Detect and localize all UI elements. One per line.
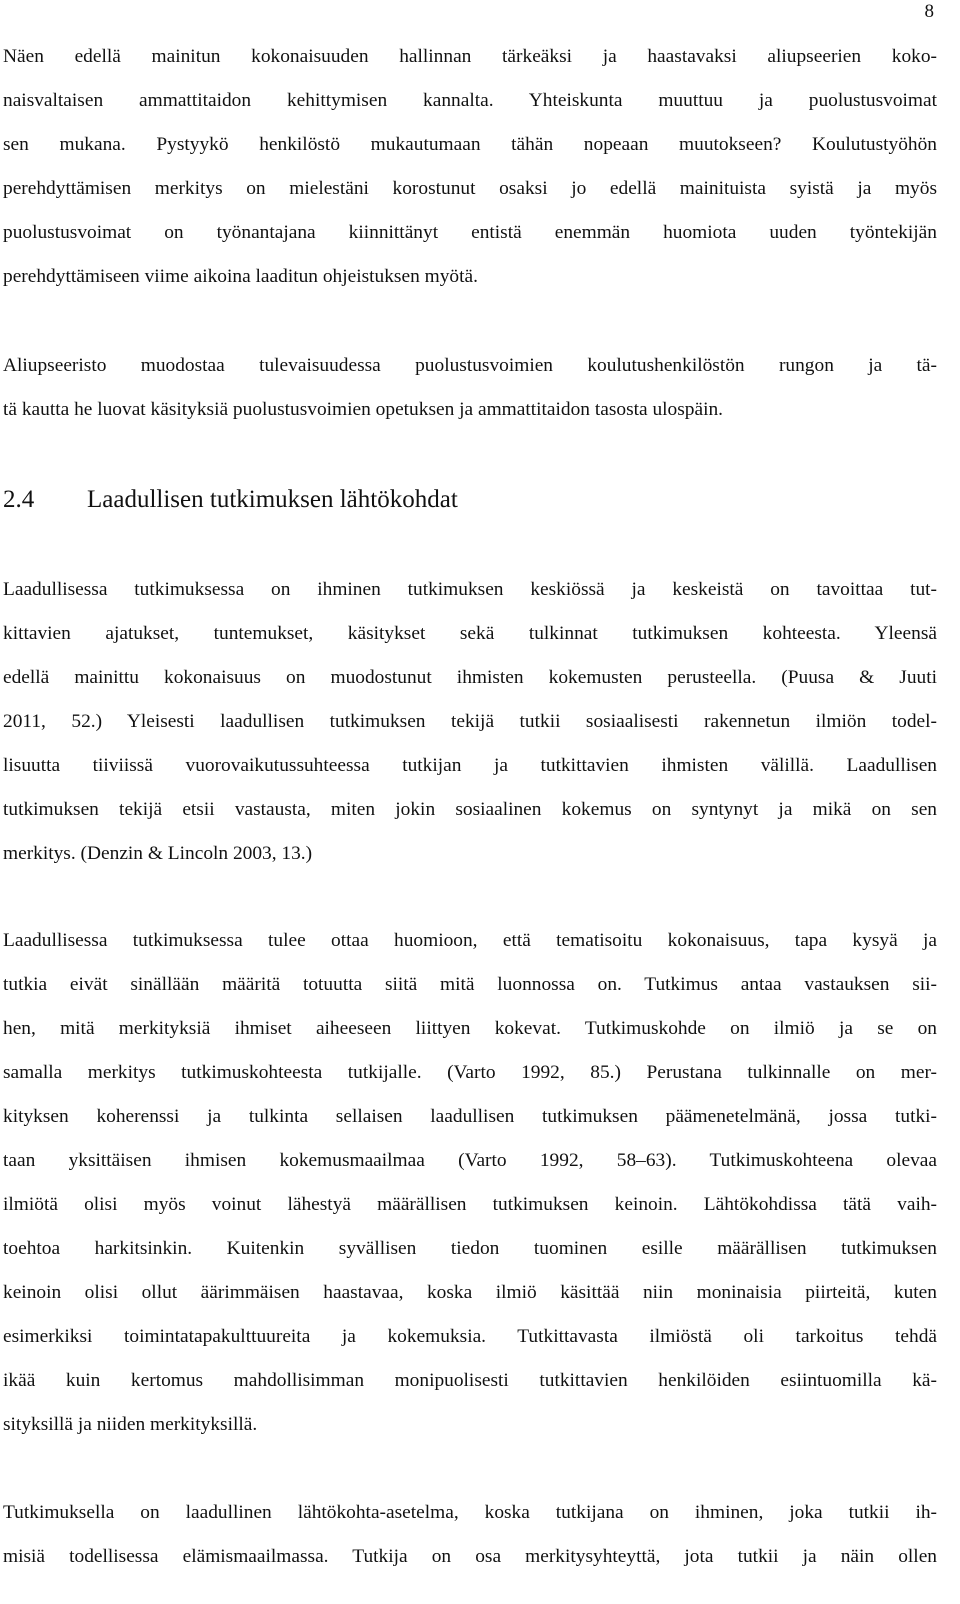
paragraph-4-line: sityksillä ja niiden merkityksillä.	[3, 1414, 258, 1435]
paragraph-3-line: 2011, 52.) Yleisesti laadullisen tutkimuksen tekijä tutkii sosiaalisesti rakennetun ilmiön todel-	[3, 711, 937, 732]
paragraph-1-line: naisvaltaisen ammattitaidon kehittymisen kannalta. Yhteiskunta muuttuu ja puolustusvoimat	[3, 90, 937, 111]
paragraph-4-line: toehtoa harkitsinkin. Kuitenkin syvällisen tiedon tuominen esille määrällisen tutkimuksen	[3, 1238, 937, 1259]
paragraph-5-line: Tutkimuksella on laadullinen lähtökohta-asetelma, koska tutkijana on ihminen, joka tutkii ih-	[3, 1502, 937, 1523]
paragraph-4-line: tutkia eivät sinällään määritä totuutta siitä mitä luonnossa on. Tutkimus antaa vastauksen sii-	[3, 974, 937, 995]
paragraph-1-line: sen mukana. Pystyykö henkilöstö mukautumaan tähän nopeaan muutokseen? Koulutustyöhön	[3, 134, 937, 155]
paragraph-4-line: keinoin olisi ollut äärimmäisen haastavaa, koska ilmiö käsittää niin moninaisia piirteitä, kuten	[3, 1282, 937, 1303]
section-heading	[3, 484, 458, 516]
paragraph-1-line: perehdyttämiseen viime aikoina laaditun ohjeistuksen myötä.	[3, 266, 478, 287]
paragraph-3-line: tutkimuksen tekijä etsii vastausta, miten jokin sosiaalinen kokemus on syntynyt ja mikä on sen	[3, 799, 937, 820]
paragraph-4-line: hen, mitä merkityksiä ihmiset aiheeseen liittyen kokevat. Tutkimuskohde on ilmiö ja se on	[3, 1018, 937, 1039]
paragraph-4-line: esimerkiksi toimintatapakulttuureita ja kokemuksia. Tutkittavasta ilmiöstä oli tarkoitus tehdä	[3, 1326, 937, 1347]
paragraph-4-line: taan yksittäisen ihmisen kokemusmaailmaa (Varto 1992, 58–63). Tutkimuskohteena olevaa	[3, 1150, 937, 1171]
paragraph-3-line: Laadullisessa tutkimuksessa on ihminen tutkimuksen keskiössä ja keskeistä on tavoittaa tut-	[3, 579, 937, 600]
paragraph-4-line: Laadullisessa tutkimuksessa tulee ottaa huomioon, että tematisoitu kokonaisuus, tapa kysyä ja	[3, 930, 937, 951]
section-number: 2.4	[3, 486, 35, 513]
paragraph-3-line: merkitys. (Denzin & Lincoln 2003, 13.)	[3, 843, 313, 864]
paragraph-2-line: tä kautta he luovat käsityksiä puolustusvoimien opetuksen ja ammattitaidon tasosta ulospäin.	[3, 399, 724, 420]
paragraph-4-line: ikää kuin kertomus mahdollisimman monipuolisesti tutkittavien henkilöiden esiintuomilla kä-	[3, 1370, 937, 1391]
paragraph-1-line: Näen edellä mainitun kokonaisuuden hallinnan tärkeäksi ja haastavaksi aliupseerien koko-	[3, 46, 937, 67]
section-title: Laadullisen tutkimuksen lähtökohdat	[87, 486, 458, 513]
paragraph-5-line: misiä todellisessa elämismaailmassa. Tutkija on osa merkitysyhteyttä, jota tutkii ja näin ollen	[3, 1546, 937, 1567]
paragraph-4-line: kityksen koherenssi ja tulkinta sellaisen laadullisen tutkimuksen päämenetelmänä, jossa tutki-	[3, 1106, 937, 1127]
paragraph-3-line: kittavien ajatukset, tuntemukset, käsitykset sekä tulkinnat tutkimuksen kohteesta. Yleensä	[3, 623, 937, 644]
paragraph-3-line: edellä mainittu kokonaisuus on muodostunut ihmisten kokemusten perusteella. (Puusa & Juuti	[3, 667, 937, 688]
paragraph-2-line: Aliupseeristo muodostaa tulevaisuudessa puolustusvoimien koulutushenkilöstön rungon ja tä-	[3, 355, 937, 376]
paragraph-1-line: puolustusvoimat on työnantajana kiinnittänyt entistä enemmän huomiota uuden työntekijän	[3, 222, 937, 243]
paragraph-1-line: perehdyttämisen merkitys on mielestäni korostunut osaksi jo edellä mainituista syistä ja myös	[3, 178, 937, 199]
paragraph-4-line: ilmiötä olisi myös voinut lähestyä määrällisen tutkimuksen keinoin. Lähtökohdissa tätä vaih-	[3, 1194, 937, 1215]
page-number: 8	[924, 1, 934, 22]
paragraph-3-line: lisuutta tiiviissä vuorovaikutussuhteessa tutkijan ja tutkittavien ihmisten välillä. Laadullisen	[3, 755, 937, 776]
paragraph-4-line: samalla merkitys tutkimuskohteesta tutkijalle. (Varto 1992, 85.) Perustana tulkinnalle on mer-	[3, 1062, 937, 1083]
